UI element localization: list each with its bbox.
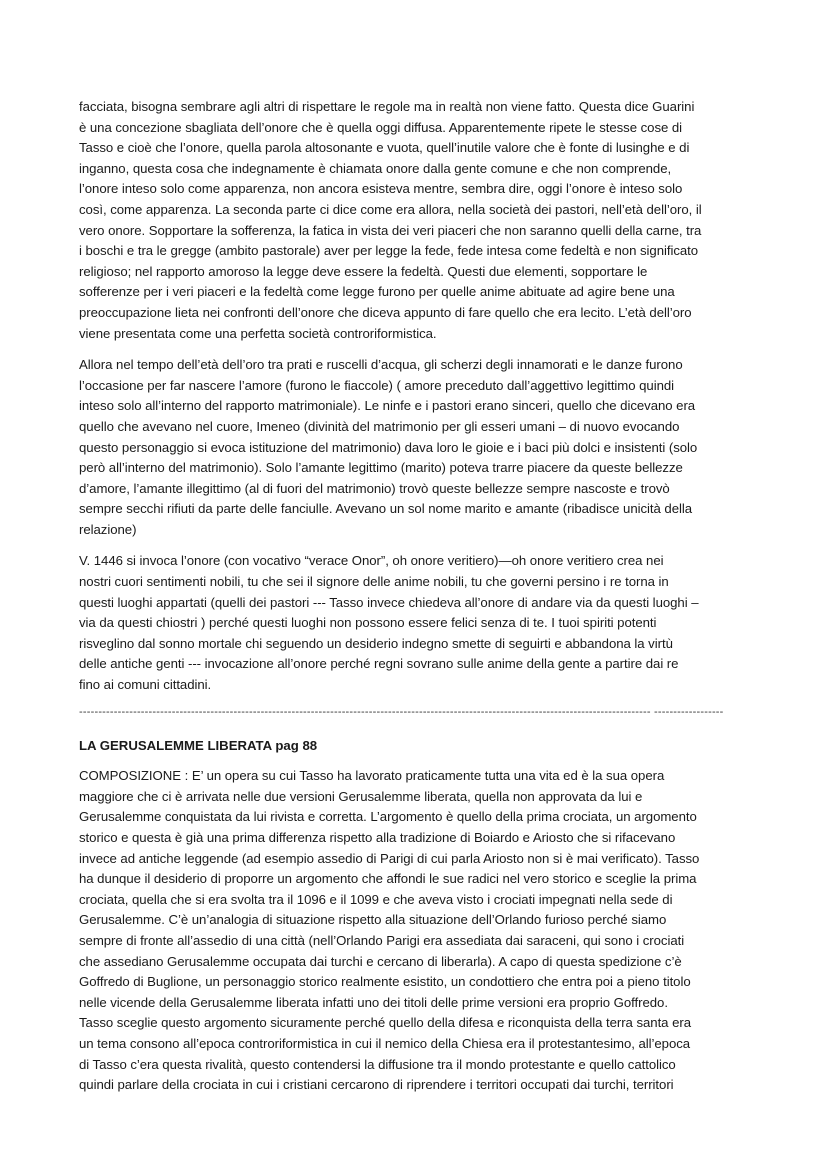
text-line: nelle vicende della Gerusalemme liberata infatti uno dei titoli delle prime versioni era proprio Goffredo. [79, 994, 668, 1010]
text-line: storico e questa è già una prima differenza rispetto alla tradizione di Boiardo e Ariosto che si rifacevano [79, 830, 676, 845]
text-line: viene presentata come una perfetta società controriformistica. [79, 325, 437, 341]
text-line: religioso; nel rapporto amoroso la legge deve essere la fedeltà. Questi due elementi, sopportare le [79, 263, 648, 279]
text-line: un tema consono all’epoca controriformistica in cui il nemico della Chiesa era il protestantesimo, all’epoca [79, 1035, 691, 1051]
text-line: così, come apparenza. La seconda parte ci dice come era allora, nella società dei pastori, nell’età dell’oro, il [79, 201, 702, 217]
paragraph-guarini-onore [79, 97, 751, 344]
text-line: Tasso sceglie questo argomento sicuramente perché quello della difesa e riconquista della terra santa era [79, 1015, 691, 1031]
text-line: è una concezione sbagliata dell’onore che è quella oggi diffusa. Apparentemente ripete le stesse cose di [79, 119, 683, 135]
text-line: ha dunque il desiderio di proporre un argomento che affondi le sue radici nel vero storico e sceglie la prima [79, 871, 697, 887]
text-line: Goffredo di Buglione, un personaggio storico realmente esistito, un condottiero che entra poi a pieno titolo [79, 974, 691, 990]
text-line: Gerusalemme conquistata da lui rivista e corretta. L’argomento è quello della prima crociata, un argomento [79, 809, 697, 825]
text-line: vero onore. Sopportare la sofferenza, la fatica in vista dei veri piaceri che non saranno quelli della carne, tra [79, 222, 702, 238]
text-line: V. 1446 si invoca l’onore (con vocativo “verace Onor”, oh onore veritiero)—oh onore veritiero crea nei [79, 553, 664, 569]
paragraph-eta-oro [79, 355, 751, 540]
document-page [79, 97, 751, 1096]
text-line: crociata, quella che si era svolta tra il 1096 e il 1099 e che aveva visto i crociati impegnati nella sede di [79, 891, 673, 907]
text-line: l’occasione per far nascere l’amore (furono le fiaccole) ( amore preceduto dall’aggettivo legittimo quindi [79, 377, 675, 393]
text-line: COMPOSIZIONE : E’ un opera su cui Tasso ha lavorato praticamente tutta una vita ed è la sua opera [79, 768, 665, 784]
paragraph-gap [79, 540, 751, 551]
text-line: inganno, questa cosa che indegnamente è chiamata onore dalla gente comune e che non comprende, [79, 160, 672, 176]
text-line: sempre secchi rifiuti da parte delle fanciulle. Avevano un sol nome marito e amante (ribadisce unicità della [79, 501, 693, 517]
text-line: questo personaggio si evoca istituzione del matrimonio) dava loro le gioie e i baci più dolci e insistenti (solo [79, 439, 698, 455]
text-line: quindi parlare della crociata in cui i cristiani cercarono di riprendere i territori occupati dai turchi, territori [79, 1077, 674, 1093]
text-line: fino ai comuni cittadini. [79, 677, 212, 693]
paragraph-composizione [79, 766, 751, 1096]
text-line: maggiore che ci è arrivata nelle due versioni Gerusalemme liberata, quella non approvata da lui e [79, 788, 643, 804]
text-line: Gerusalemme. C’è un’analogia di situazione rispetto alla situazione dell’Orlando furioso perché siamo [79, 912, 667, 928]
text-line: però all’interno del matrimonio). Solo l’amante legittimo (marito) poteva trarre piacere da queste bellezze [79, 460, 683, 476]
text-line: nostri cuori sentimenti nobili, tu che sei il signore delle anime nobili, tu che governi persino i re torna in [79, 574, 669, 590]
text-line: sempre di fronte all’assedio di una città (nell’Orlando Parigi era assediata dai saraceni, qui sono i crociati [79, 932, 685, 948]
paragraph-gap [79, 344, 751, 355]
text-line: Allora nel tempo dell’età dell’oro tra prati e ruscelli d’acqua, gli scherzi degli innamorati e le danze furono [79, 357, 683, 373]
text-line: sofferenze per i veri piaceri e la fedeltà come legge furono per quelle anime abituate ad agire bene una [79, 284, 675, 300]
text-line: inteso solo all’interno del rapporto matrimoniale). Le ninfe e i pastori erano sinceri, quello che dicevano era [79, 398, 696, 414]
text-line: i boschi e tra le gregge (ambito pastorale) aver per legge la fede, fede intesa come fedeltà e non significato [79, 243, 699, 259]
paragraph-verace-onor [79, 551, 751, 695]
text-line: via da questi chiostri ) perché questi luoghi non possono essere felici senza di te. I tuoi spiriti potenti [79, 615, 657, 631]
text-line: preoccupazione lieta nei confronti dell’onore che diceva appunto di fare quello che era lecito. L’età dell’oro [79, 304, 692, 320]
text-line: risveglino dal sonno mortale chi seguendo un desiderio indegno smette di seguirti e abbandona la virtù [79, 635, 673, 651]
text-line: facciata, bisogna sembrare agli altri di rispettare le regole ma in realtà non viene fatto. Questa dice Guarini [79, 99, 695, 114]
dashed-divider: ---------------------------------------------------------------------------------------------------------------------------------------------------- ------------------ [79, 705, 724, 718]
text-line: d’amore, l’amante illegittimo (al di fuori del matrimonio) trovò queste bellezze sempre nascoste e trovò [79, 480, 670, 496]
text-line: relazione) [79, 521, 137, 537]
text-line: questi luoghi appartati (quelli dei pastori --- Tasso invece chiedeva all’onore di andare via da questi luoghi – [79, 594, 699, 610]
text-line: Tasso e cioè che l’onore, quella parola altosonante e vuota, quell’inutile valore che è fonte di lusinghe e di [79, 140, 690, 156]
text-line: l’onore inteso solo come apparenza, non ancora esisteva mentre, sembra dire, oggi l’onore è inteso solo [79, 181, 683, 197]
text-line: di Tasso c’era questa rivalità, questo contendersi la diffusione tra il mondo protestante e quello cattolico [79, 1056, 676, 1072]
section-heading: LA GERUSALEMME LIBERATA pag 88 [79, 737, 318, 753]
text-line: che assediano Gerusalemme occupata dai turchi e cercano di liberarla). A capo di questa spedizione c’è [79, 953, 682, 969]
text-line: quello che avevano nel cuore, Imeneo (divinità del matrimonio per gli esseri umani – di nuovo evocando [79, 418, 680, 434]
text-line: delle antiche genti --- invocazione all’onore perché regni sovrano sulle anime della gente a partire dai re [79, 656, 679, 672]
text-line: invece ad antiche leggende (ad esempio assedio di Parigi di cui parla Ariosto non si è mai verificato). Tasso [79, 850, 700, 866]
